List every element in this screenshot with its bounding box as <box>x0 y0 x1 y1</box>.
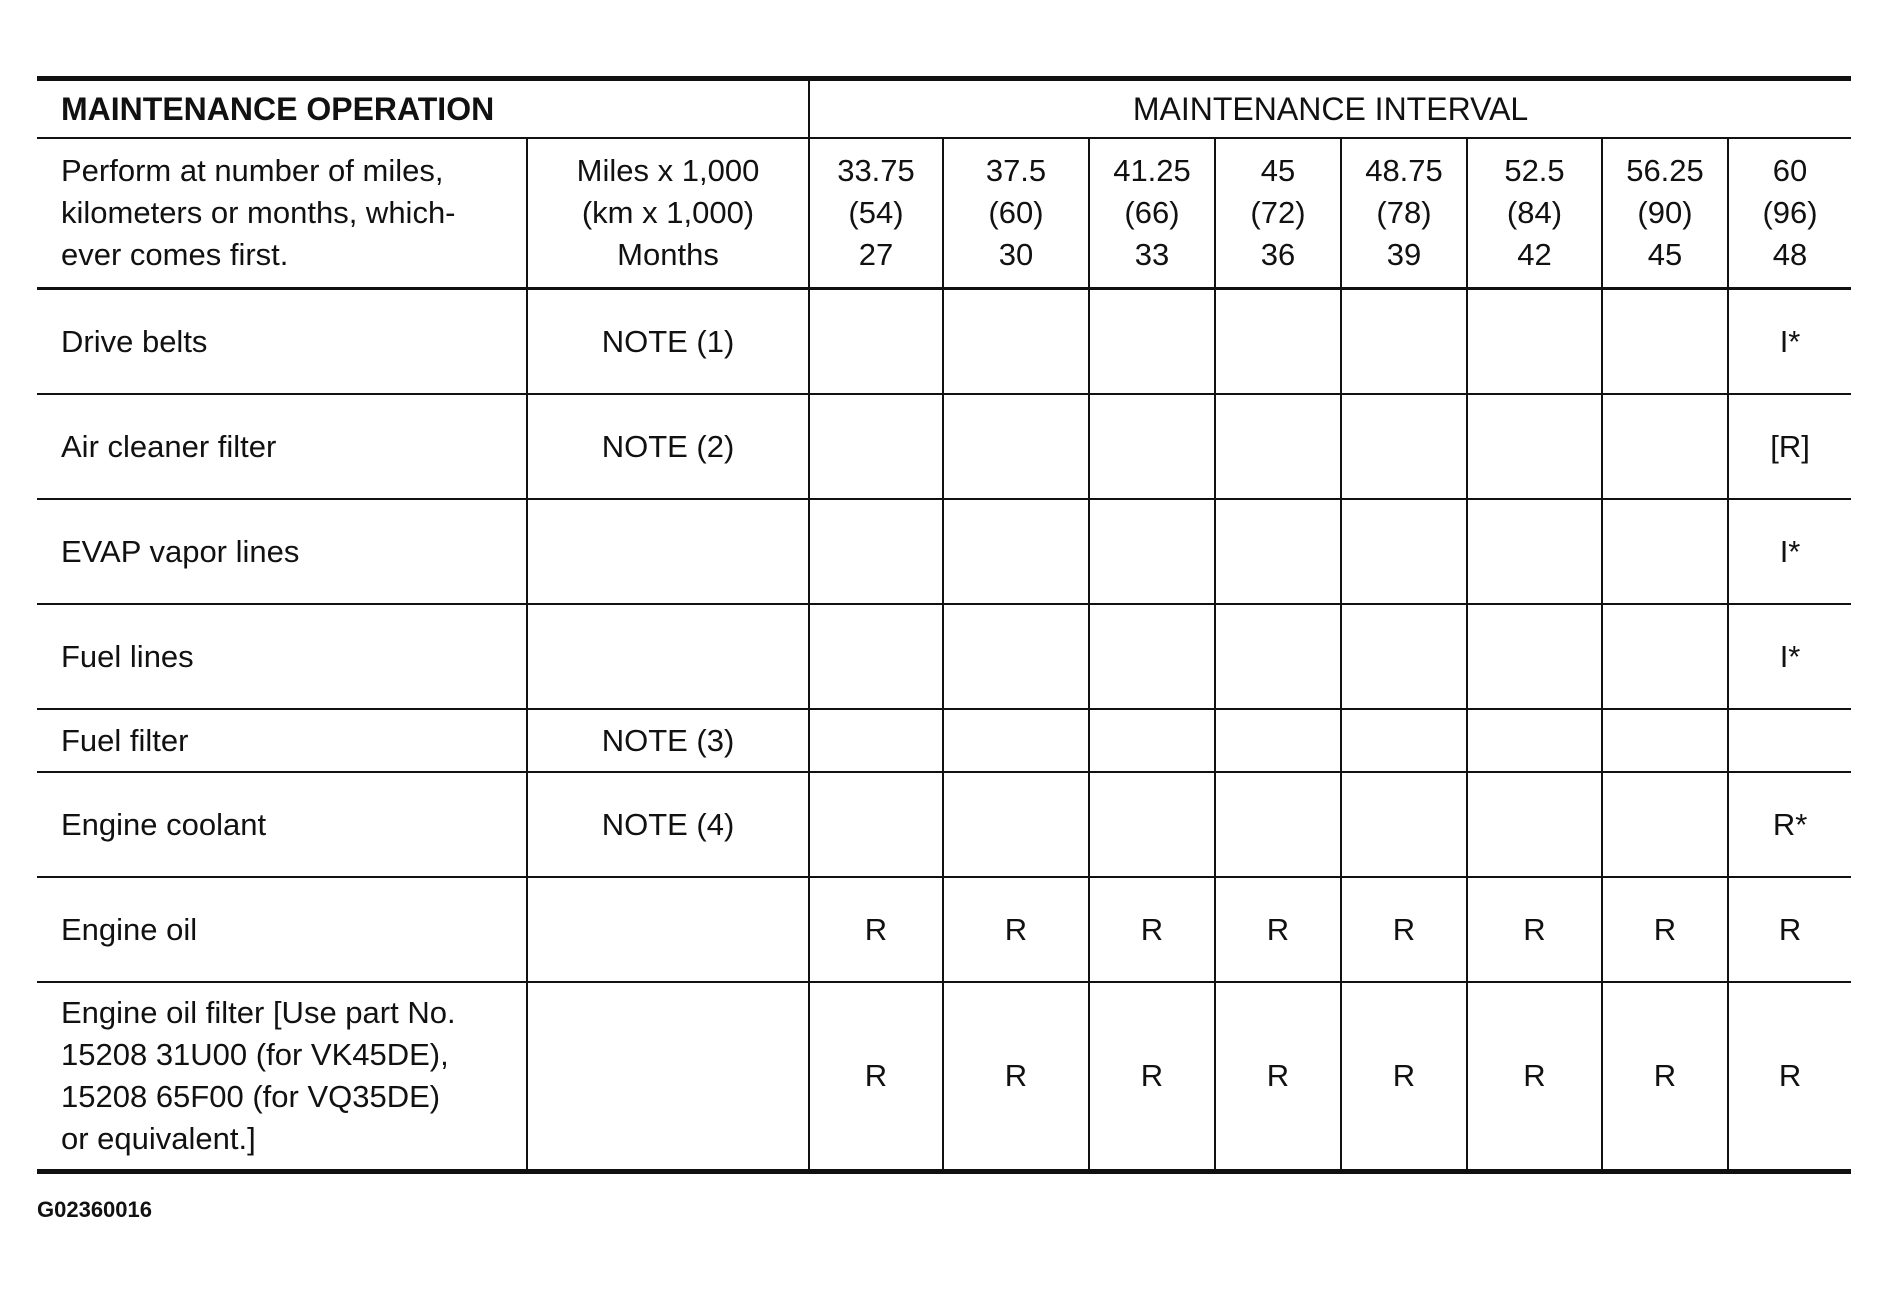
value-cell <box>1089 604 1215 709</box>
value-cell: R <box>809 982 943 1172</box>
value-cell <box>1089 394 1215 499</box>
value-cell: R <box>809 877 943 982</box>
value-cell <box>1602 604 1728 709</box>
value-cell <box>1089 499 1215 604</box>
value-cell <box>1341 709 1467 772</box>
value-cell <box>1341 394 1467 499</box>
value-cell <box>1467 604 1602 709</box>
note-cell: NOTE (1) <box>527 289 809 395</box>
value-cell: R <box>1602 982 1728 1172</box>
value-cell: R <box>1467 877 1602 982</box>
value-cell <box>943 394 1089 499</box>
value-cell: R <box>1467 982 1602 1172</box>
header-row <box>37 79 1851 139</box>
interval-header: MAINTENANCE INTERVAL <box>809 79 1851 139</box>
value-cell <box>809 604 943 709</box>
value-cell <box>1089 709 1215 772</box>
value-cell: I* <box>1728 289 1851 395</box>
table-row <box>37 877 1851 982</box>
operation-cell: Drive belts <box>37 289 527 395</box>
table-row <box>37 394 1851 499</box>
note-cell: NOTE (3) <box>527 709 809 772</box>
value-cell: R <box>1602 877 1728 982</box>
table-row <box>37 772 1851 877</box>
note-cell <box>527 499 809 604</box>
value-cell <box>1602 394 1728 499</box>
interval-subheader-row <box>37 138 1851 289</box>
value-cell: R <box>1341 982 1467 1172</box>
value-cell <box>1215 499 1341 604</box>
value-cell <box>809 394 943 499</box>
value-cell <box>1467 709 1602 772</box>
value-cell <box>943 289 1089 395</box>
interval-cell: 45 (72) 36 <box>1215 138 1341 289</box>
value-cell: R <box>943 982 1089 1172</box>
value-cell <box>943 604 1089 709</box>
value-cell <box>1602 289 1728 395</box>
value-cell <box>1467 289 1602 395</box>
units-text: Miles x 1,000 (km x 1,000) Months <box>527 138 809 289</box>
value-cell <box>1467 772 1602 877</box>
value-cell <box>1215 709 1341 772</box>
value-cell <box>1089 772 1215 877</box>
interval-cell: 52.5 (84) 42 <box>1467 138 1602 289</box>
value-cell <box>809 709 943 772</box>
value-cell <box>943 499 1089 604</box>
value-cell <box>1215 394 1341 499</box>
perform-text: Perform at number of miles, kilometers or months, which- ever comes first. <box>37 138 527 289</box>
interval-cell: 56.25 (90) 45 <box>1602 138 1728 289</box>
note-cell: NOTE (4) <box>527 772 809 877</box>
interval-cell: 48.75 (78) 39 <box>1341 138 1467 289</box>
note-cell <box>527 877 809 982</box>
value-cell <box>1341 499 1467 604</box>
value-cell: R <box>1728 982 1851 1172</box>
note-cell <box>527 604 809 709</box>
value-cell <box>809 289 943 395</box>
operation-cell: Fuel filter <box>37 709 527 772</box>
value-cell: R <box>1341 877 1467 982</box>
value-cell <box>943 772 1089 877</box>
value-cell <box>1341 604 1467 709</box>
operation-cell: Air cleaner filter <box>37 394 527 499</box>
value-cell <box>943 709 1089 772</box>
value-cell <box>1467 499 1602 604</box>
interval-cell: 41.25 (66) 33 <box>1089 138 1215 289</box>
value-cell <box>1215 289 1341 395</box>
value-cell <box>1341 289 1467 395</box>
operation-cell: EVAP vapor lines <box>37 499 527 604</box>
value-cell <box>1602 499 1728 604</box>
value-cell <box>1467 394 1602 499</box>
value-cell <box>1602 709 1728 772</box>
value-cell <box>1602 772 1728 877</box>
value-cell <box>1341 772 1467 877</box>
value-cell: I* <box>1728 604 1851 709</box>
figure-id: G02360016 <box>37 1197 152 1222</box>
operation-cell: Engine oil filter [Use part No. 15208 31U00 (for VK45DE), 15208 65F00 (for VQ35DE) or equivalent.] <box>37 982 527 1172</box>
maintenance-table <box>37 76 1851 1174</box>
table-row <box>37 499 1851 604</box>
note-cell: NOTE (2) <box>527 394 809 499</box>
value-cell: R <box>1215 982 1341 1172</box>
value-cell: R <box>1089 982 1215 1172</box>
value-cell: R <box>1728 877 1851 982</box>
operation-cell: Engine coolant <box>37 772 527 877</box>
value-cell: R <box>943 877 1089 982</box>
operation-cell: Fuel lines <box>37 604 527 709</box>
table-row <box>37 604 1851 709</box>
value-cell <box>1089 289 1215 395</box>
value-cell <box>809 772 943 877</box>
value-cell: I* <box>1728 499 1851 604</box>
operation-header: MAINTENANCE OPERATION <box>37 79 809 139</box>
interval-cell: 33.75 (54) 27 <box>809 138 943 289</box>
value-cell: R* <box>1728 772 1851 877</box>
note-cell <box>527 982 809 1172</box>
value-cell <box>1215 604 1341 709</box>
table-row <box>37 709 1851 772</box>
value-cell: [R] <box>1728 394 1851 499</box>
interval-cell: 60 (96) 48 <box>1728 138 1851 289</box>
table-row <box>37 982 1851 1172</box>
value-cell <box>1728 709 1851 772</box>
value-cell: R <box>1089 877 1215 982</box>
value-cell <box>809 499 943 604</box>
value-cell: R <box>1215 877 1341 982</box>
operation-cell: Engine oil <box>37 877 527 982</box>
interval-cell: 37.5 (60) 30 <box>943 138 1089 289</box>
value-cell <box>1215 772 1341 877</box>
table-row <box>37 289 1851 395</box>
